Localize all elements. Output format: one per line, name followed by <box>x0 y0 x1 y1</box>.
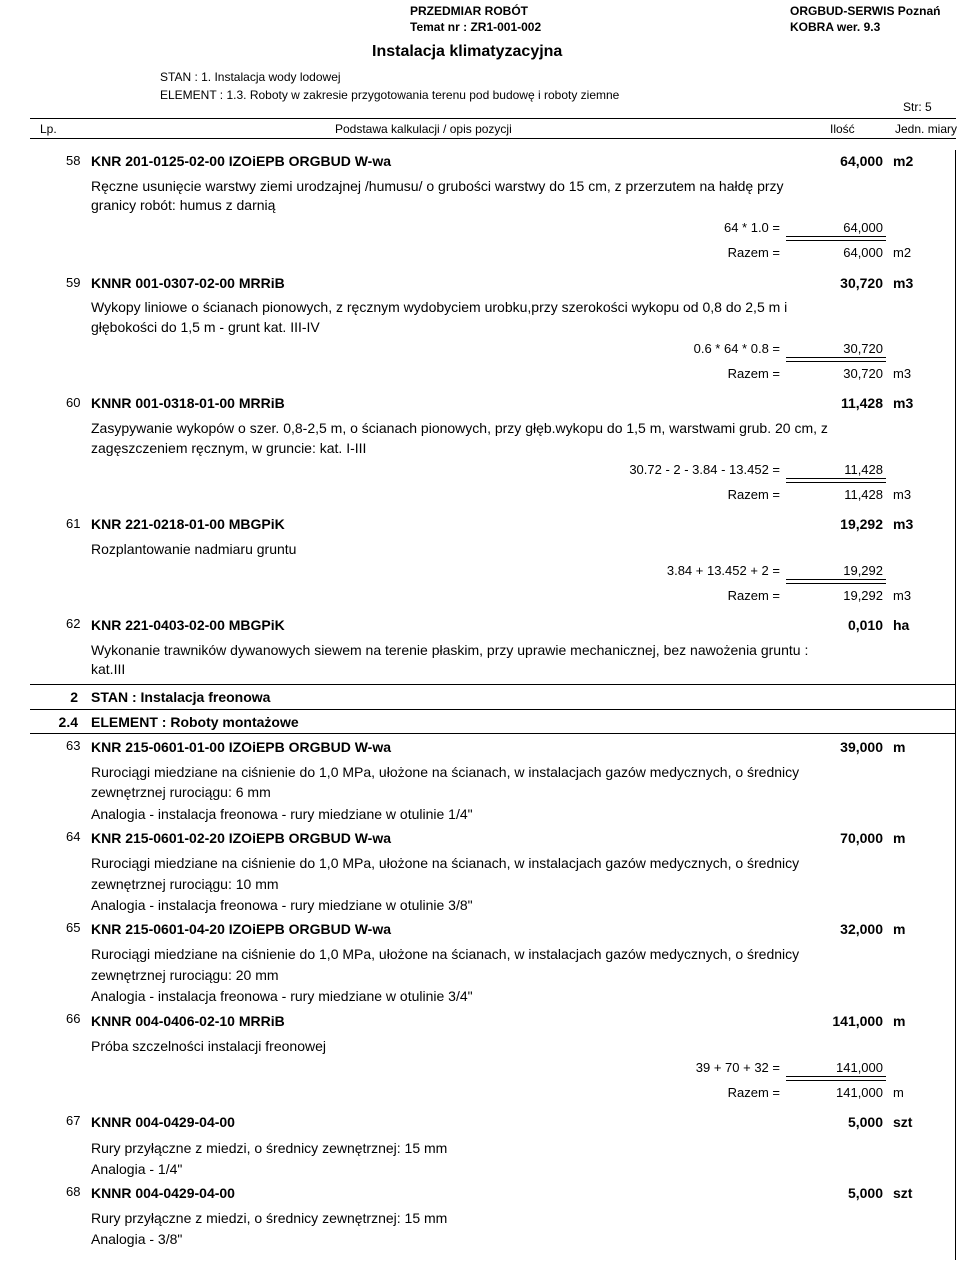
razem-value: 64,000 <box>843 245 883 260</box>
calc-formula: 64 * 1.0 = <box>723 220 780 235</box>
row-unit: szt <box>893 1114 913 1130</box>
row-quantity: 11,428 <box>840 395 883 411</box>
razem-value: 30,720 <box>843 366 883 381</box>
row-quantity: 70,000 <box>840 830 883 846</box>
razem-value: 19,292 <box>843 588 883 603</box>
row-quantity: 0,010 <box>847 617 883 633</box>
section-rule <box>30 709 956 710</box>
row-description-line: Rury przyłączne z miedzi, o średnicy zewnętrznej: 15 mm <box>91 1140 448 1156</box>
razem-unit: m <box>893 1085 904 1100</box>
calc-value: 64,000 <box>843 220 883 235</box>
row-quantity: 30,720 <box>840 275 883 291</box>
row-description-line: Rozplantowanie nadmiaru gruntu <box>91 541 297 557</box>
row-quantity: 32,000 <box>840 921 883 937</box>
row-code: KNR 215-0601-02-20 IZOiEPB ORGBUD W-wa <box>91 830 392 846</box>
column-quantity: Ilość <box>830 122 855 136</box>
row-description-line: Rury przyłączne z miedzi, o średnicy zewnętrznej: 15 mm <box>91 1210 448 1226</box>
calc-value: 30,720 <box>843 341 883 356</box>
row-lp: 61 <box>66 516 81 531</box>
software-version: KOBRA wer. 9.3 <box>790 20 881 34</box>
razem-unit: m3 <box>893 366 912 381</box>
header-rule-top <box>30 118 956 119</box>
row-unit: m <box>893 1013 906 1029</box>
row-code: KNR 201-0125-02-00 IZOiEPB ORGBUD W-wa <box>91 153 392 169</box>
row-code: KNR 221-0403-02-00 MBGPiK <box>91 617 285 633</box>
row-unit: m <box>893 739 906 755</box>
row-unit: szt <box>893 1185 913 1201</box>
row-description-line: Ręczne usunięcie warstwy ziemi urodzajnej /humusu/ o grubości warstwy do 15 cm, z przerzutem na hałdę przy <box>91 178 784 194</box>
row-quantity: 141,000 <box>832 1013 883 1029</box>
sum-double-rule <box>786 579 886 584</box>
calc-value: 19,292 <box>843 563 883 578</box>
row-quantity: 5,000 <box>847 1185 883 1201</box>
row-lp: 62 <box>66 616 81 631</box>
row-quantity: 5,000 <box>847 1114 883 1130</box>
row-lp: 58 <box>66 153 81 168</box>
row-unit: m2 <box>893 153 914 169</box>
row-unit: ha <box>893 617 910 633</box>
row-description-line: Rurociągi miedziane na ciśnienie do 1,0 MPa, ułożone na ścianach, w instalacjach gazów medycznych, o średnicy <box>91 946 800 962</box>
row-description-line: zewnętrznej rurociągu: 10 mm <box>91 876 279 892</box>
row-description-line: Rurociągi miedziane na ciśnienie do 1,0 MPa, ułożone na ścianach, w instalacjach gazów medycznych, o średnicy <box>91 855 800 871</box>
document-title: PRZEDMIAR ROBÓT <box>410 4 528 18</box>
row-code: KNNR 004-0429-04-00 <box>91 1114 235 1130</box>
row-code: KNNR 001-0318-01-00 MRRiB <box>91 395 285 411</box>
row-lp: 60 <box>66 395 81 410</box>
razem-unit: m2 <box>893 245 912 260</box>
row-lp: 68 <box>66 1184 81 1199</box>
row-quantity: 19,292 <box>840 516 883 532</box>
row-lp: 67 <box>66 1113 81 1128</box>
stan-number: 2 <box>70 689 78 705</box>
razem-label: Razem = <box>727 245 780 260</box>
row-unit: m3 <box>893 275 914 291</box>
sum-double-rule <box>786 478 886 483</box>
razem-unit: m3 <box>893 588 912 603</box>
row-description-line: Analogia - instalacja freonowa - rury miedziane w otulinie 3/8" <box>91 897 473 913</box>
calc-value: 11,428 <box>844 462 883 477</box>
element-heading: ELEMENT : Roboty montażowe <box>91 714 299 730</box>
razem-label: Razem = <box>727 1085 780 1100</box>
column-unit: Jedn. miary <box>895 122 958 136</box>
row-code: KNNR 004-0429-04-00 <box>91 1185 235 1201</box>
section-rule <box>30 684 956 685</box>
row-lp: 64 <box>66 829 81 844</box>
company-name: ORGBUD-SERWIS Poznań <box>790 4 941 18</box>
row-description-line: Analogia - 1/4" <box>91 1161 183 1177</box>
project-title: Instalacja klimatyzacyjna <box>372 43 563 60</box>
element-number: 2.4 <box>58 714 78 730</box>
section-rule <box>30 733 956 734</box>
row-description-line: Wykopy liniowe o ścianach pionowych, z ręcznym wydobyciem urobku,przy szerokości wykopu od 0,8 do 2,5 m i <box>91 299 788 315</box>
row-lp: 59 <box>66 275 81 290</box>
row-lp: 63 <box>66 738 81 753</box>
row-description-line: Wykonanie trawników dywanowych siewem na terenie płaskim, przy uprawie mechanicznej, bez nawożenia gruntu : <box>91 642 809 658</box>
row-code: KNNR 004-0406-02-10 MRRiB <box>91 1013 285 1029</box>
calc-formula: 0.6 * 64 * 0.8 = <box>693 341 780 356</box>
razem-unit: m3 <box>893 487 912 502</box>
sum-double-rule <box>786 236 886 241</box>
row-description-line: głębokości do 1,5 m - grunt kat. III-IV <box>91 319 320 335</box>
row-code: KNR 215-0601-04-20 IZOiEPB ORGBUD W-wa <box>91 921 392 937</box>
row-code: KNR 215-0601-01-00 IZOiEPB ORGBUD W-wa <box>91 739 392 755</box>
row-description-line: Analogia - 3/8" <box>91 1231 183 1247</box>
row-unit: m <box>893 921 906 937</box>
element-label: ELEMENT : 1.3. Roboty w zakresie przygotowania terenu pod budowę i roboty ziemne <box>160 88 620 102</box>
row-lp: 66 <box>66 1011 81 1026</box>
row-description-line: Rurociągi miedziane na ciśnienie do 1,0 MPa, ułożone na ścianach, w instalacjach gazów medycznych, o średnicy <box>91 764 800 780</box>
row-unit: m <box>893 830 906 846</box>
column-lp: Lp. <box>40 122 57 136</box>
row-code: KNNR 001-0307-02-00 MRRiB <box>91 275 285 291</box>
calc-value: 141,000 <box>836 1060 883 1075</box>
header-rule-bottom <box>30 138 956 139</box>
page-number: Str: 5 <box>903 100 932 114</box>
razem-value: 141,000 <box>836 1085 883 1100</box>
row-description-line: Próba szczelności instalacji freonowej <box>91 1038 326 1054</box>
row-code: KNR 221-0218-01-00 MBGPiK <box>91 516 285 532</box>
row-unit: m3 <box>893 395 914 411</box>
row-description-line: Analogia - instalacja freonowa - rury miedziane w otulinie 1/4" <box>91 806 473 822</box>
row-description-line: granicy robót: humus z darnią <box>91 197 276 213</box>
razem-value: 11,428 <box>844 487 883 502</box>
row-quantity: 64,000 <box>840 153 883 169</box>
sum-double-rule <box>786 1076 886 1081</box>
row-description-line: zewnętrznej rurociągu: 6 mm <box>91 784 271 800</box>
row-description-line: Analogia - instalacja freonowa - rury miedziane w otulinie 3/4" <box>91 988 473 1004</box>
temat-number: Temat nr : ZR1-001-002 <box>410 20 542 34</box>
razem-label: Razem = <box>727 487 780 502</box>
column-description: Podstawa kalkulacji / opis pozycji <box>335 122 512 136</box>
row-description-line: Zasypywanie wykopów o szer. 0,8-2,5 m, o ścianach pionowych, przy głęb.wykopu do 1,5 m, warstwami grub. 20 cm, z <box>91 420 828 436</box>
calc-formula: 30.72 - 2 - 3.84 - 13.452 = <box>629 462 780 477</box>
stan-heading: STAN : Instalacja freonowa <box>91 689 271 705</box>
calc-formula: 39 + 70 + 32 = <box>695 1060 780 1075</box>
right-border-line <box>955 150 956 1260</box>
row-description-line: zewnętrznej rurociągu: 20 mm <box>91 967 279 983</box>
razem-label: Razem = <box>727 588 780 603</box>
row-quantity: 39,000 <box>840 739 883 755</box>
calc-formula: 3.84 + 13.452 + 2 = <box>666 563 780 578</box>
row-description-line: zagęszczeniem ręcznym, w gruncie: kat. I-III <box>91 440 367 456</box>
stan-label: STAN : 1. Instalacja wody lodowej <box>160 70 341 84</box>
row-unit: m3 <box>893 516 914 532</box>
razem-label: Razem = <box>727 366 780 381</box>
sum-double-rule <box>786 357 886 362</box>
row-lp: 65 <box>66 920 81 935</box>
row-description-line: kat.III <box>91 661 126 677</box>
